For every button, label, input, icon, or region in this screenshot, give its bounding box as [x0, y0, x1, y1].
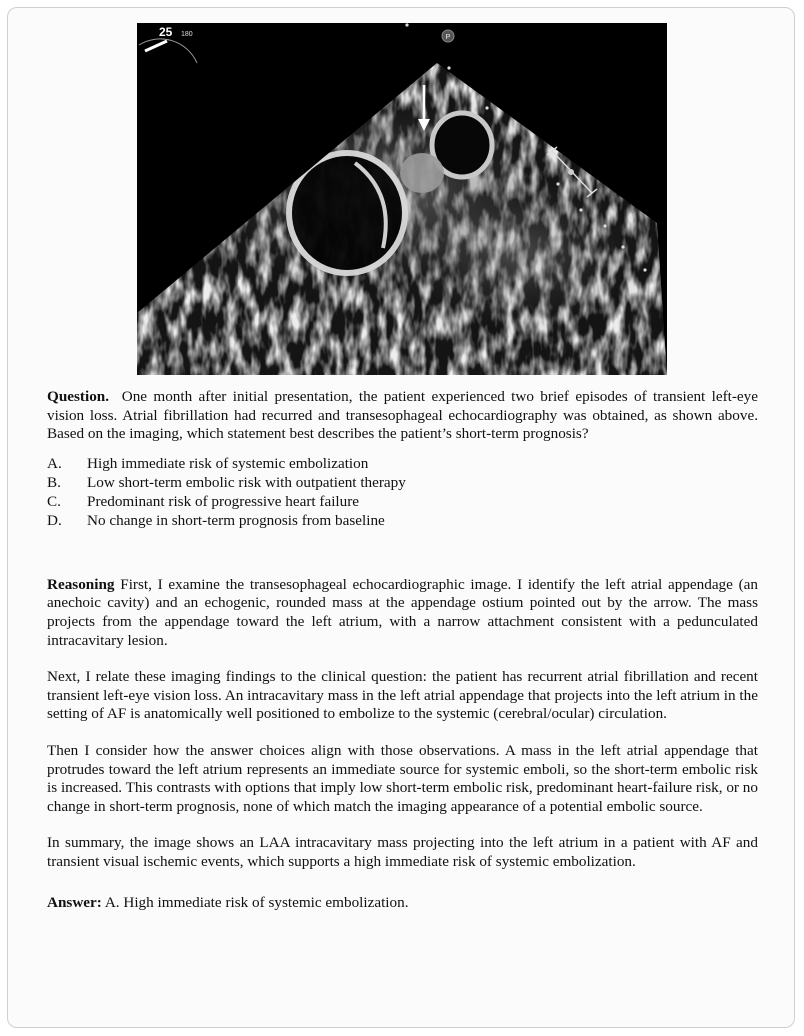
reasoning-paragraph-2: Next, I relate these imaging findings to the clinical question: the patient has recurrent atrial fibrillation and recent transient left-eye vision loss. An intracavitary mass in the left atrial appendage that projects into the left atrium in the setting of AF is anatomically well positioned to embolize to the systemic (cerebral/ocular) circulation. [47, 668, 758, 723]
tee-image-graphic [137, 23, 667, 375]
option-d [47, 511, 758, 530]
question-paragraph [47, 388, 758, 444]
option-letter: C. [47, 492, 61, 510]
option-text: No change in short-term prognosis from baseline [87, 511, 385, 529]
option-letter: D. [47, 511, 62, 529]
reasoning-paragraph-4: In summary, the image shows an LAA intracavitary mass projecting into the left atrium in a patient with AF and transient visual ischemic events, which supports a high immediate risk of systemic embolization. [47, 834, 758, 870]
probe-indicator: P [445, 34, 451, 41]
option-letter: B. [47, 473, 61, 491]
option-c [47, 492, 758, 511]
echocardiogram-image [137, 23, 667, 375]
option-text: Predominant risk of progressive heart failure [87, 492, 360, 510]
answer-options [47, 454, 758, 530]
answer-text: A. High immediate risk of systemic embolization. [104, 893, 409, 911]
option-text: Low short-term embolic risk with outpatient therapy [87, 473, 406, 491]
answer-label: Answer: [47, 893, 102, 911]
option-b [47, 473, 758, 492]
option-a [47, 454, 758, 473]
option-letter: A. [47, 454, 62, 472]
question-label: Question. [47, 388, 110, 405]
depth-max: 180 [181, 31, 193, 38]
depth-marker: 25 [159, 25, 173, 39]
question-text: One month after initial presentation, the patient experienced two brief episodes of transient left-eye vision loss. Atrial fibrillation had recurred and transesophageal echocardiography was obtained, as shown above. Based on the imaging, which statement best describes the patient’s short-term prognosis? [47, 388, 758, 443]
reasoning-text-1: First, I examine the transesophageal echocardiographic image. I identify the left atrial appendage (an anechoic cavity) and an echogenic, rounded mass at the appendage ostium pointed out by the arrow. The mass projects from the appendage toward the left atrium, with a narrow attachment consistent with a pedunculated intracavitary lesion. [47, 575, 759, 649]
qa-content [47, 388, 758, 912]
option-text: High immediate risk of systemic embolization [87, 454, 369, 472]
answer-paragraph [47, 894, 758, 913]
reasoning-paragraph-1 [47, 576, 758, 650]
reasoning-paragraph-3: Then I consider how the answer choices align with those observations. A mass in the left atrial appendage that protrudes toward the left atrium represents an immediate source for systemic emboli, so the short-term embolic risk is increased. This contrasts with options that imply low short-term embolic risk, predominant heart-failure risk, or no change in short-term prognosis, none of which match the imaging appearance of a potential embolic source. [47, 741, 758, 815]
reasoning-label: Reasoning [47, 575, 115, 593]
